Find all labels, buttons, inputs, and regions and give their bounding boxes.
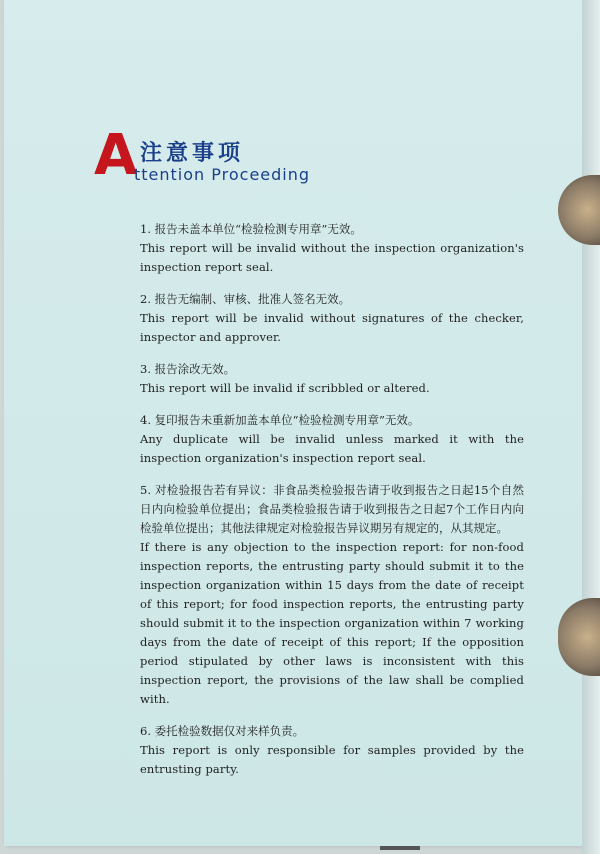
notice-item-english: If there is any objection to the inspection report: for non-food inspection reports, the entrusting party should submit it to the inspection organization within 15 days from the date of receipt of this report; for food inspection reports, the entrusting party should submit it to the inspection organization within 7 working days from the date of receipt of this report; If the opposition period stipulated by other laws is inconsistent with this inspection report, the provisions of the law shall be complied with. <box>140 540 524 706</box>
notice-item-english: This report will be invalid if scribbled or altered. <box>140 381 430 395</box>
notice-item-english: This report will be invalid without signatures of the checker, inspector and approver. <box>140 311 524 344</box>
notice-item-1 <box>140 220 524 277</box>
binder-edge <box>582 0 600 854</box>
notice-item-2 <box>140 290 524 347</box>
title-initial-letter: A <box>94 123 138 188</box>
notice-item-chinese: 6. 委托检验数据仅对来样负责。 <box>140 724 305 738</box>
notice-item-chinese: 4. 复印报告未重新加盖本单位“检验检测专用章”无效。 <box>140 413 420 427</box>
notice-item-chinese: 5. 对检验报告若有异议：非食品类检验报告请于收到报告之日起15个自然日内向检验单位提出；食品类检验报告请于收到报告之日起7个工作日内向检验单位提出；其他法律规定对检验报告异议期另有规定的，从其规定。 <box>140 483 524 535</box>
notice-item-6 <box>140 722 524 779</box>
notice-item-english: Any duplicate will be invalid unless marked it with the inspection organization's inspection report seal. <box>140 432 524 465</box>
notice-item-4 <box>140 411 524 468</box>
page-bottom-mark <box>380 846 420 850</box>
notice-list <box>140 220 524 792</box>
notice-item-english: This report is only responsible for samples provided by the entrusting party. <box>140 743 524 776</box>
notice-item-5 <box>140 481 524 709</box>
notice-item-chinese: 3. 报告涂改无效。 <box>140 362 236 376</box>
document-page <box>4 0 582 846</box>
notice-header <box>94 123 354 188</box>
title-english: ttention Proceeding <box>134 165 311 184</box>
title-chinese: 注意事项 <box>140 141 245 166</box>
notice-item-english: This report will be invalid without the inspection organization's inspection report seal. <box>140 241 524 274</box>
notice-item-3 <box>140 360 524 398</box>
notice-item-chinese: 2. 报告无编制、审核、批准人签名无效。 <box>140 292 351 306</box>
notice-item-chinese: 1. 报告未盖本单位“检验检测专用章”无效。 <box>140 222 362 236</box>
